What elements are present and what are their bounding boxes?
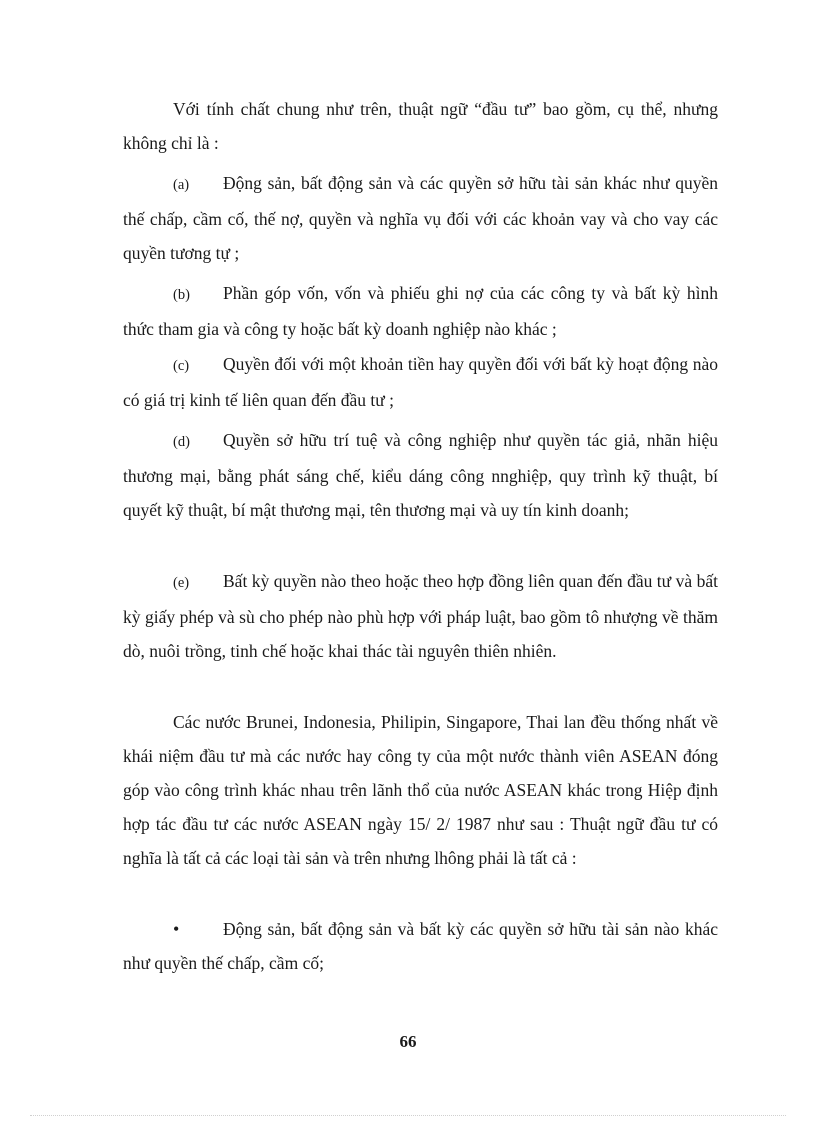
item-marker: (b) bbox=[173, 287, 190, 303]
list-item-d bbox=[123, 423, 718, 527]
page-bottom-divider bbox=[30, 1115, 786, 1116]
item-marker: (c) bbox=[173, 358, 190, 374]
item-text: Quyền sở hữu trí tuệ và công nghiệp như quyền tác giả, nhãn hiệu thương mại, bằng phát sáng chế, kiểu dáng công nnghiệp, quy trình kỹ thuật, bí quyết kỹ thuật, bí mật thương mại, tên thương mại và uy tín kinh doanh; bbox=[123, 430, 718, 520]
item-marker: (e) bbox=[173, 575, 190, 591]
item-text: Quyền đối với một khoản tiền hay quyền đối với bất kỳ hoạt động nào có giá trị kinh tế liên quan đến đầu tư ; bbox=[123, 354, 718, 410]
bullet-item bbox=[123, 912, 718, 980]
item-text: Bất kỳ quyền nào theo hoặc theo hợp đồng liên quan đến đầu tư và bất kỳ giấy phép và sù cho phép nào phù hợp với pháp luật, bao gồm tô nhượng về thăm dò, nuôi trồng, tinh chế hoặc khai thác tài nguyên thiên nhiên. bbox=[123, 571, 718, 661]
bullet-icon: • bbox=[173, 919, 180, 939]
bullet-text: Động sản, bất động sản và bất kỳ các quyền sở hữu tài sản nào khác như quyền thế chấp, cầm cố; bbox=[123, 919, 718, 973]
item-marker: (d) bbox=[173, 434, 190, 450]
item-text: Động sản, bất động sản và các quyền sở hữu tài sản khác như quyền thế chấp, cầm cố, thế nợ, quyền và nghĩa vụ đối với các khoản vay và cho vay các quyền tương tự ; bbox=[123, 173, 718, 263]
asean-paragraph: Các nước Brunei, Indonesia, Philipin, Singapore, Thai lan đều thống nhất về khái niệm đầu tư mà các nước hay công ty của một nước thành viên ASEAN đóng góp vào công trình khác nhau trên lãnh thổ của nước ASEAN khác trong Hiệp định hợp tác đầu tư các nước ASEAN ngày 15/ 2/ 1987 như sau : Thuật ngữ đầu tư có nghĩa là tất cả các loại tài sản và trên nhưng lhông phải là tất cả : bbox=[123, 712, 718, 868]
item-marker: (a) bbox=[173, 177, 190, 193]
list-item-c bbox=[123, 347, 718, 417]
intro-paragraph: Với tính chất chung như trên, thuật ngữ “đầu tư” bao gồm, cụ thể, nhưng không chỉ là : bbox=[123, 99, 718, 153]
list-item-b bbox=[123, 276, 718, 346]
list-item-a bbox=[123, 166, 718, 270]
page-number: 66 bbox=[399, 1032, 417, 1051]
list-item-e bbox=[123, 564, 718, 668]
item-text: Phần góp vốn, vốn và phiếu ghi nợ của các công ty và bất kỳ hình thức tham gia và công ty hoặc bất kỳ doanh nghiệp nào khác ; bbox=[123, 283, 718, 339]
